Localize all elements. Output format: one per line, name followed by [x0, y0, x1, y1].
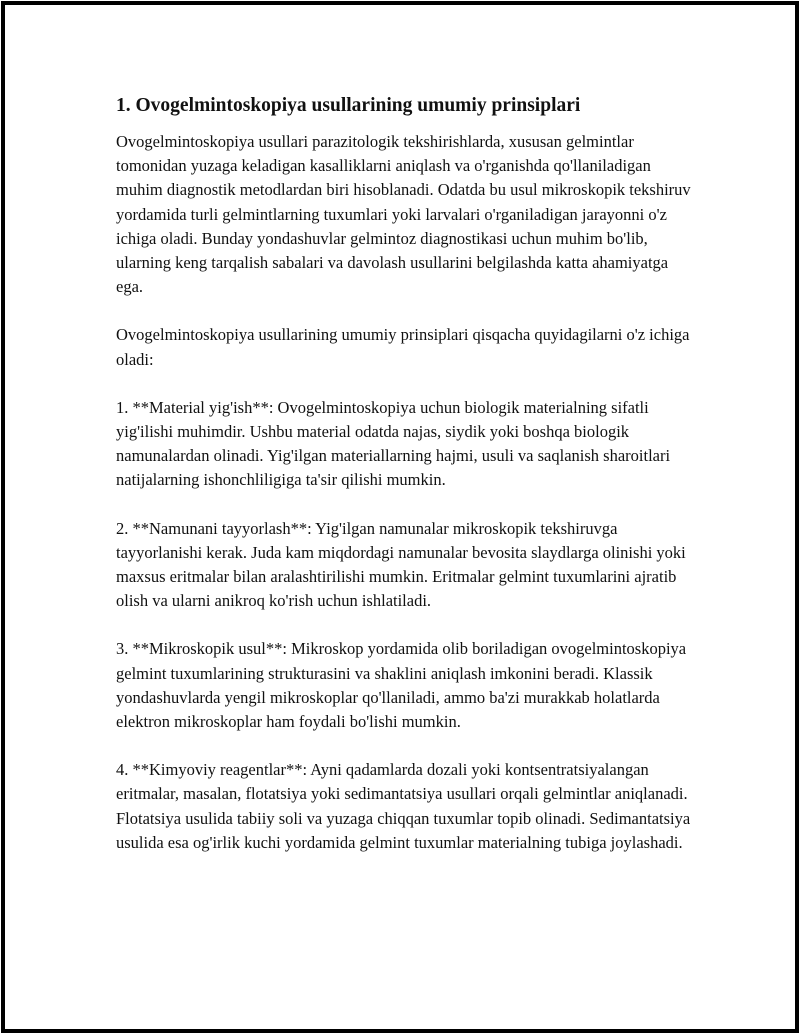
- section-title: 1. Ovogelmintoskopiya usullarining umumiy prinsiplari: [116, 95, 581, 116]
- principle-sample-preparation: 2. **Namunani tayyorlash**: Yig'ilgan namunalar mikroskopik tekshiruvga tayyorlanishi kerak. Juda kam miqdordagi namunalar bevosita slaydlarga olinishi yoki maxsus eritmalar bilan aralashtirilishi mumkin. Eritmalar gelmint tuxumlarini ajratib olish va ularni anikroq ko'rish uchun ishlatiladi.: [116, 518, 686, 611]
- principle-chemical-reagents: 4. **Kimyoviy reagentlar**: Ayni qadamlarda dozali yoki kontsentratsiyalangan eritmalar, masalan, flotatsiya yoki sedimantatsiya usullari orqali gelmintlar aniqlanadi. Flotatsiya usulida tabiiy soli va yuzaga chiqqan tuxumlar topib olinadi. Sedimantatsiya usulida esa og'irlik kuchi yordamida gelmint tuxumlar materialning tubiga joylashadi.: [116, 760, 691, 852]
- principles-lead-paragraph: Ovogelmintoskopiya usullarining umumiy prinsiplari qisqacha quyidagilarni o'z ichiga oladi:: [116, 325, 690, 369]
- intro-paragraph: Ovogelmintoskopiya usullari parazitologik tekshirishlarda, xususan gelmintlar tomonidan yuzaga keladigan kasalliklarni aniqlash va o'rganishda qo'llaniladigan muhim diagnostik metodlardan biri hisoblanadi. Odatda bu usul mikroskopik tekshiruv yordamida turli gelmintlarning tuxumlari yoki larvalari o'rganiladigan jarayonni o'z ichiga oladi. Bunday yondashuvlar gelmintoz diagnostikasi uchun muhim bo'lib, ularning keng tarqalish sabalari va davolash usullarini belgilashda katta ahamiyatga ega.: [116, 132, 691, 297]
- principle-microscopic-method: 3. **Mikroskopik usul**: Mikroskop yordamida olib boriladigan ovogelmintoskopiya gelmint tuxumlarining strukturasini va shaklini aniqlash imkonini beradi. Klassik yondashuvlarda yengil mikroskoplar qo'llaniladi, ammo ba'zi murakkab holatlarda elektron mikroskoplar ham foydali bo'lishi mumkin.: [116, 639, 687, 732]
- document-body: [116, 92, 696, 879]
- principle-material-collection: 1. **Material yig'ish**: Ovogelmintoskopiya uchun biologik materialning sifatli yig'ilishi muhimdir. Ushbu material odatda najas, siydik yoki boshqa biologik namunalardan olinadi. Yig'ilgan materiallarning hajmi, usuli va saqlanish sharoitlari natijalarning ishonchliligiga ta'sir qilishi mumkin.: [116, 397, 671, 490]
